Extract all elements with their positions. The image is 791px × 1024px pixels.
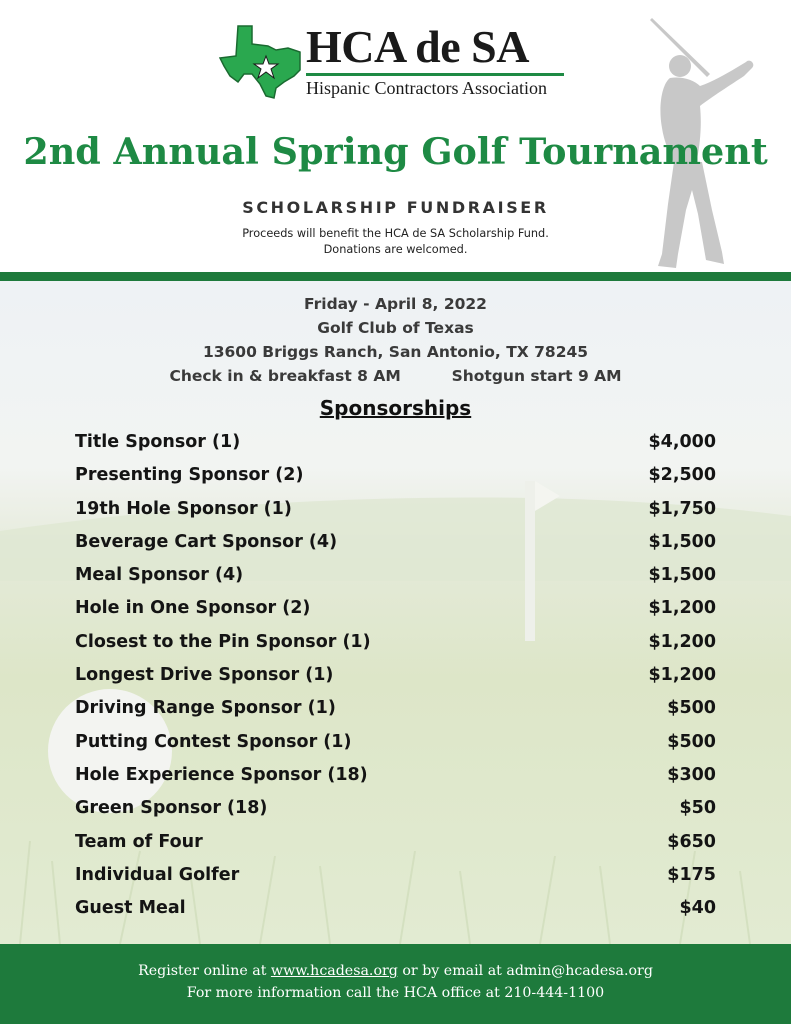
header [0,0,791,272]
sponsorship-name: Beverage Cart Sponsor (4) [75,531,338,552]
sponsorship-name: Green Sponsor (18) [75,798,268,819]
sponsorship-row [75,665,716,698]
sponsorship-name: Longest Drive Sponsor (1) [75,665,334,686]
info-line: For more information call the HCA office at 210-444-1100 [186,985,605,1001]
website-link[interactable]: www.hcadesa.org [270,963,398,979]
sponsorship-price: $1,200 [648,598,716,619]
footer [0,944,791,1024]
sponsorship-price: $1,500 [648,565,716,586]
logo-rule [306,73,564,76]
sponsorship-price: $500 [667,698,716,719]
sponsorship-row [75,865,716,898]
event-subtitle: SCHOLARSHIP FUNDRAISER [242,198,549,217]
sponsorship-name: Driving Range Sponsor (1) [75,698,336,719]
sponsorship-name: Individual Golfer [75,864,240,885]
event-details [0,292,791,388]
proceeds-line: Proceeds will benefit the HCA de SA Scholarship Fund. [242,227,549,240]
checkin-time: Check in & breakfast 8 AM [169,367,401,385]
sponsorship-row [75,598,716,631]
sponsorship-price: $500 [667,731,716,752]
sponsorship-row [75,798,716,831]
texas-star-icon [218,24,302,100]
sponsorship-name: Hole Experience Sponsor (18) [75,764,368,785]
sponsorship-name: Presenting Sponsor (2) [75,465,304,486]
sponsorship-row [75,698,716,731]
footer-text [0,960,791,1004]
sponsorship-price: $1,500 [648,531,716,552]
sponsorship-price: $1,750 [648,498,716,519]
sponsorship-row [75,765,716,798]
sponsorship-price: $1,200 [648,665,716,686]
sponsorship-row [75,499,716,532]
sponsorship-row [75,565,716,598]
event-date: Friday - April 8, 2022 [304,295,487,313]
shotgun-start-time: Shotgun start 9 AM [451,367,622,385]
sponsorship-row [75,732,716,765]
event-times [0,364,791,388]
sponsorship-row [75,465,716,498]
register-suffix: or by email at admin@hcadesa.org [397,963,653,979]
hca-logo [218,20,568,102]
sponsorship-name: Putting Contest Sponsor (1) [75,731,352,752]
sponsorship-price: $4,000 [648,432,716,452]
event-venue: Golf Club of Texas [317,319,474,337]
proceeds-note [0,226,791,258]
sponsorship-price: $2,500 [648,465,716,486]
sponsorship-name: Title Sponsor (1) [75,432,241,452]
sponsorship-price: $175 [667,864,716,885]
sponsorship-row [75,832,716,865]
event-address: 13600 Briggs Ranch, San Antonio, TX 78245 [202,343,589,361]
logo-subtitle: Hispanic Contractors Association [306,78,547,98]
sponsorship-row [75,898,716,931]
sponsorship-row [75,532,716,565]
sponsorship-price: $50 [679,798,716,819]
sponsorship-price: $40 [679,898,716,919]
sponsorship-row [75,632,716,665]
sponsorship-name: Closest to the Pin Sponsor (1) [75,631,371,652]
sponsorship-name: Meal Sponsor (4) [75,565,244,586]
donations-line: Donations are welcomed. [323,243,468,256]
sponsorship-name: Guest Meal [75,898,186,919]
sponsorship-price: $300 [667,764,716,785]
sponsorship-price: $1,200 [648,631,716,652]
sponsorships-heading: Sponsorships [319,396,472,420]
sponsorship-name: 19th Hole Sponsor (1) [75,498,292,519]
register-line [0,960,791,982]
sponsorship-name: Hole in One Sponsor (2) [75,598,311,619]
green-divider [0,272,791,281]
sponsorship-name: Team of Four [75,831,203,852]
sponsorship-price: $650 [667,831,716,852]
sponsorship-list [75,432,716,931]
page-title: 2nd Annual Spring Golf Tournament [23,130,768,173]
register-prefix: Register online at [138,963,271,979]
logo-name: HCA de SA [306,21,529,72]
sponsorship-row [75,432,716,465]
